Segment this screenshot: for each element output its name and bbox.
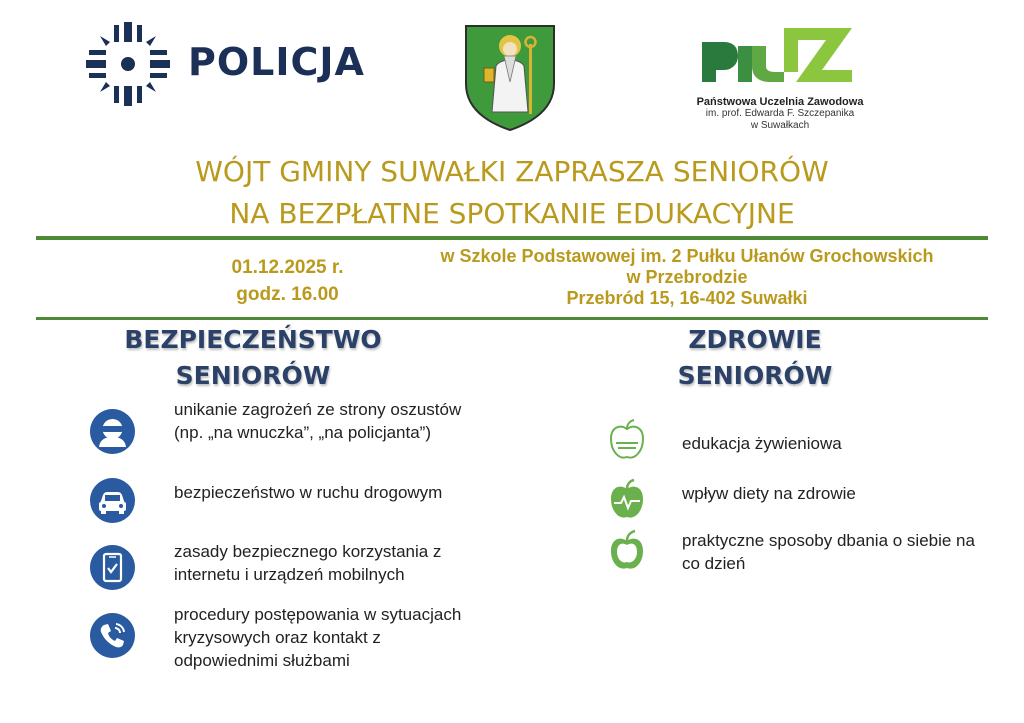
divider-bottom	[36, 317, 988, 320]
apple-outline-icon	[606, 527, 648, 573]
safety-item-2: bezpieczeństwo w ruchu drogowym	[174, 483, 443, 502]
puz-caption	[690, 96, 870, 132]
health-item-3: praktyczne sposoby dbania o siebie na co dzień	[682, 531, 975, 573]
health-heading-line1: ZDROWIE	[688, 325, 822, 354]
event-time: godz. 16.00	[236, 284, 339, 305]
event-datetime	[200, 254, 375, 308]
event-venue	[392, 246, 982, 309]
puz-logo	[700, 26, 855, 84]
safety-heading-line2: SENIORÓW	[175, 361, 331, 390]
car-icon	[90, 478, 135, 523]
event-date: 01.12.2025 r.	[231, 257, 344, 278]
venue-line2: w Przebrodzie	[626, 267, 748, 287]
invitation-title-line2: NA BEZPŁATNE SPOTKANIE EDUKACYJNE	[229, 197, 795, 230]
gmina-suwalki-coat-of-arms	[462, 22, 558, 132]
thief-mask-icon	[90, 409, 135, 454]
policja-star-logo	[86, 22, 170, 106]
health-item-2: wpływ diety na zdrowie	[682, 484, 856, 503]
divider-top	[36, 236, 988, 240]
puz-caption-line2: im. prof. Edwarda F. Szczepanika	[705, 108, 855, 119]
safety-item-1: unikanie zagrożeń ze strony oszustów (np. „na wnuczka”, „na policjanta”)	[174, 400, 462, 442]
apple-heartbeat-icon	[606, 477, 648, 523]
smartphone-icon	[90, 545, 135, 590]
safety-heading-line1: BEZPIECZEŃSTWO	[124, 325, 382, 354]
invitation-title-line1: WÓJT GMINY SUWAŁKI ZAPRASZA SENIORÓW	[195, 155, 829, 188]
health-item-1: edukacja żywieniowa	[682, 434, 842, 453]
safety-heading	[98, 322, 408, 394]
health-heading	[615, 322, 895, 394]
apple-fork-knife-icon	[606, 417, 648, 463]
safety-item-3: zasady bezpiecznego korzystania z internetu i urządzeń mobilnych	[174, 542, 442, 584]
puz-caption-line3: w Suwałkach	[750, 120, 810, 131]
policja-wordmark: POLICJA	[188, 40, 365, 84]
puz-caption-line1: Państwowa Uczelnia Zawodowa	[696, 96, 864, 108]
safety-item-4: procedury postępowania w sytuacjach kryzysowych oraz kontakt z odpowiednimi służbami	[174, 605, 462, 670]
venue-line3: Przebród 15, 16-402 Suwałki	[566, 288, 808, 308]
venue-line1: w Szkole Podstawowej im. 2 Pułku Ułanów Grochowskich	[440, 246, 934, 266]
phone-call-icon	[90, 613, 135, 658]
health-heading-line2: SENIORÓW	[677, 361, 833, 390]
